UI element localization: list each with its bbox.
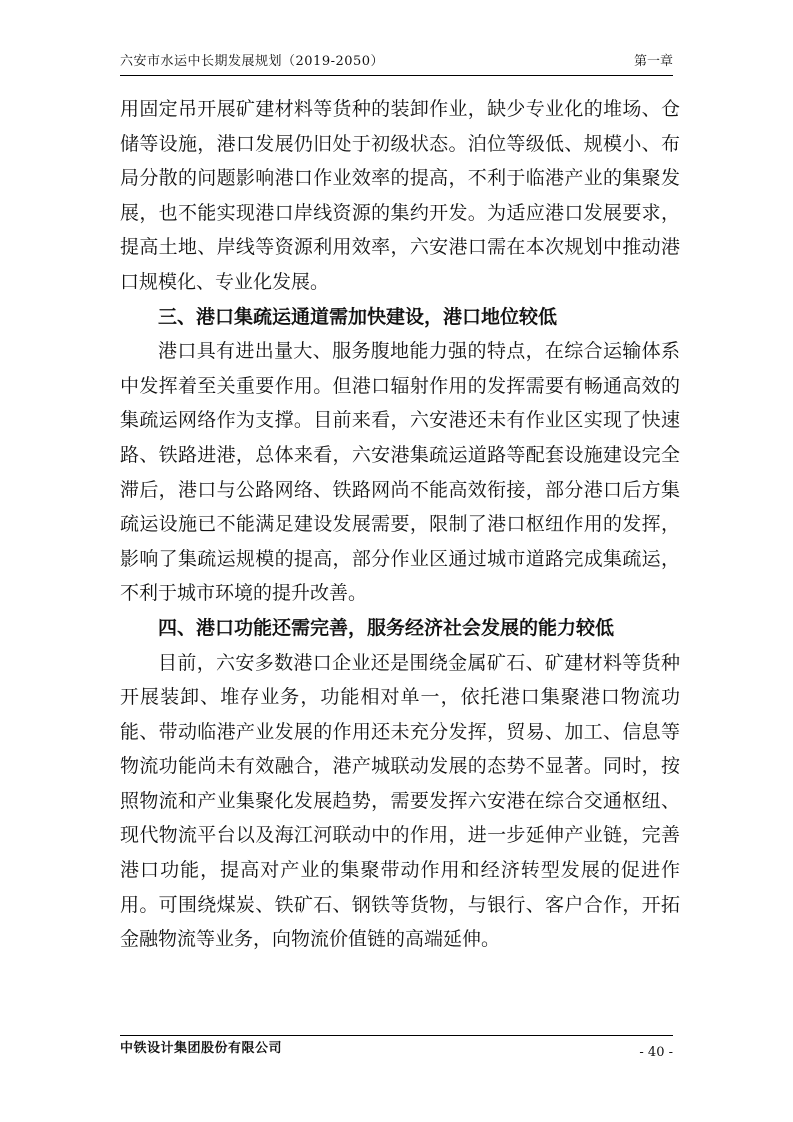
section-heading-3: 三、港口集疏运通道需加快建设，港口地位较低 <box>158 305 558 328</box>
header-divider <box>120 75 673 76</box>
section-heading-4: 四、港口功能还需完善，服务经济社会发展的能力较低 <box>158 616 615 639</box>
intro-paragraph: 用固定吊开展矿建材料等货种的装卸作业，缺少专业化的堆场、仓储等设施，港口发展仍旧处于初级状态。泊位等级低、规模小、布局分散的问题影响港口作业效率的提高，不利于临港产业的集聚发展，也不能实现港口岸线资源的集约开发。为适应港口发展要求，提高土地、岸线等资源利用效率，六安港口需在本次规划中推动港口规模化、专业化发展。 <box>120 98 680 293</box>
page-body <box>120 92 680 957</box>
section-3-paragraph: 港口具有进出量大、服务腹地能力强的特点，在综合运输体系中发挥着至关重要作用。但港口辐射作用的发挥需要有畅通高效的集疏运网络作为支撑。目前来看，六安港还未有作业区实现了快速路、铁路进港，总体来看，六安港集疏运道路等配套设施建设完全滞后，港口与公路网络、铁路网尚不能高效衔接，部分港口后方集疏运设施已不能满足建设发展需要，限制了港口枢纽作用的发挥，影响了集疏运规模的提高，部分作业区通过城市道路完成集疏运，不利于城市环境的提升改善。 <box>120 340 680 605</box>
section-4-paragraph: 目前，六安多数港口企业还是围绕金属矿石、矿建材料等货种开展装卸、堆存业务，功能相对单一，依托港口集聚港口物流功能、带动临港产业发展的作用还未充分发挥，贸易、加工、信息等物流功能尚未有效融合，港产城联动发展的态势不显著。同时，按照物流和产业集聚化发展趋势，需要发挥六安港在综合交通枢纽、现代物流平台以及海江河联动中的作用，进一步延伸产业链，完善港口功能，提高对产业的集聚带动作用和经济转型发展的促进作用。可围绕煤炭、铁矿石、钢铁等货物，与银行、客户合作，开拓金融物流等业务，向物流价值链的高端延伸。 <box>120 651 680 951</box>
document-title: 六安市水运中长期发展规划（2019-2050） <box>120 54 385 69</box>
chapter-label: 第一章 <box>633 54 673 69</box>
page-header <box>120 52 673 74</box>
footer-divider <box>120 1035 673 1036</box>
company-name: 中铁设计集团股份有限公司 <box>120 1041 283 1056</box>
page-number: - 40 - <box>639 1045 673 1060</box>
